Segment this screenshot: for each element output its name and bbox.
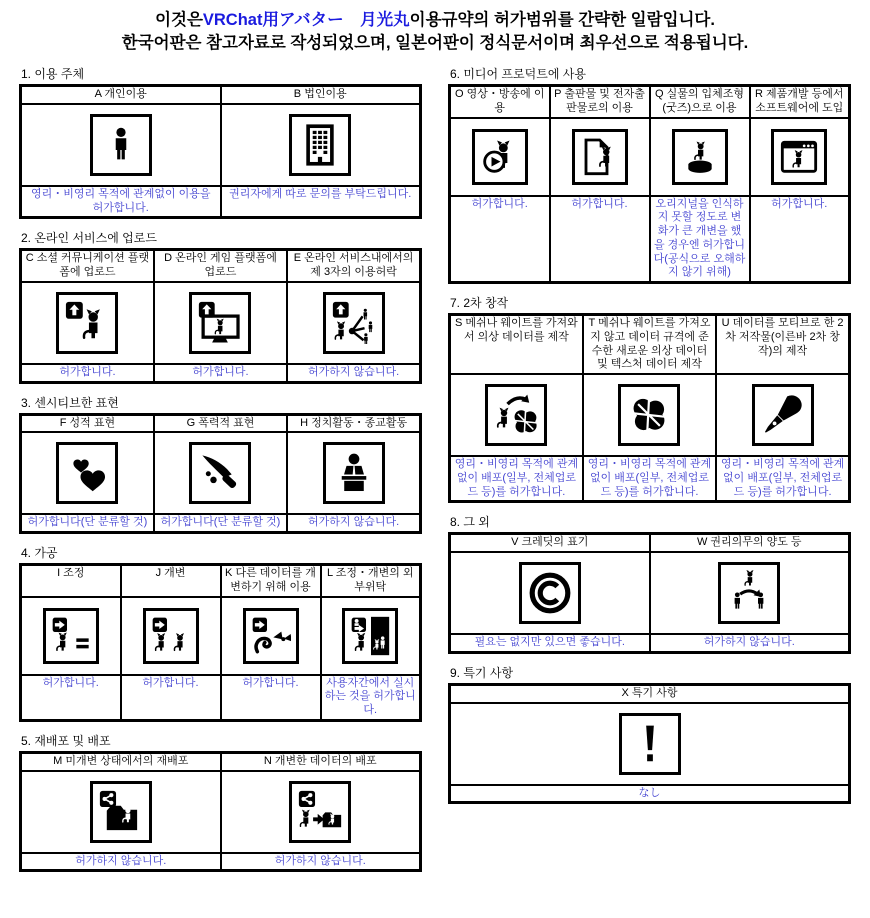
icon-cell-A [21,104,221,186]
cell-result-K: 허가합니다. [221,675,321,721]
section-8 [448,513,851,654]
cell-header-M: M 미개변 상태에서의 재배포 [21,752,221,770]
cell-header-L: L 조정・개변의 외부위탁 [321,565,421,597]
cell-result-T: 영리・비영리 목적에 관계없이 배포(일부, 전체업로드 등)를 허가합니다. [583,456,716,502]
permission-table [19,413,422,535]
section-7 [448,294,851,503]
cell-result-Q: 오리지널을 인식하지 못할 정도로 변화가 큰 개변을 했을 경우엔 허가합니다(공식으로 오해하지 않기 위해) [650,196,750,283]
cell-result-L: 사용자간에서 실시하는 것을 허가합니다. [321,675,421,721]
cell-result-B: 권리자에게 따로 문의를 부탁드립니다. [221,186,421,218]
section-heading: 7. 2차 창작 [450,296,509,311]
video-icon [480,137,520,177]
icon-cell-R [750,118,850,196]
icon-cell-K [221,597,321,675]
upload-third-party-icon [331,300,377,346]
icon-cell-Q [650,118,750,196]
icon-cell-O [450,118,550,196]
section-6 [448,65,851,284]
section-9 [448,664,851,805]
section-heading: 1. 이용 주체 [21,67,85,82]
adjust-icon [51,616,91,656]
icon-box [289,781,351,843]
icon-cell-C [21,282,154,364]
modify-icon [151,616,191,656]
icon-cell-D [154,282,287,364]
section-3 [19,394,422,535]
page-title [10,0,860,55]
icon-cell-E [287,282,420,364]
cell-header-E: E 온라인 서비스내에서의 제 3자의 이용허락 [287,250,420,282]
icon-box [243,608,299,664]
figure-goods-icon [680,137,720,177]
cell-result-S: 영리・비영리 목적에 관계없이 배포(일부, 전체업로드 등)를 허가합니다. [450,456,583,502]
rights-transfer-icon [726,570,772,616]
icon-cell-M [21,771,221,853]
cell-result-N: 허가하지 않습니다. [221,853,421,871]
redistribute-icon [98,789,144,835]
icon-cell-H [287,432,420,514]
icon-cell-W [650,552,850,634]
icon-box [43,608,99,664]
cell-header-W: W 권리의무의 양도 등 [650,534,850,552]
copyright-icon [527,570,573,616]
icon-cell-G [154,432,287,514]
person-icon [98,122,144,168]
permission-table [19,751,422,873]
icon-cell-T [583,374,716,456]
exclamation-icon [627,721,673,767]
icon-cell-X [450,703,850,785]
icon-box [519,562,581,624]
icon-box [618,384,680,446]
icon-cell-S [450,374,583,456]
icon-box [485,384,547,446]
cell-header-P: P 출판물 및 전자출판물로의 이용 [550,86,650,118]
cell-header-H: H 정치활동・종교활동 [287,414,420,432]
icon-box [143,608,199,664]
cell-result-P: 허가합니다. [550,196,650,283]
cell-result-X: なし [450,785,850,803]
icon-box [189,442,251,504]
section-2 [19,229,422,383]
cell-header-X: X 특기 사항 [450,684,850,702]
outfit-from-mesh-icon [493,392,539,438]
icon-cell-I [21,597,121,675]
cell-result-H: 허가하지 않습니다. [287,514,420,532]
icon-cell-F [21,432,154,514]
building-icon [297,122,343,168]
permission-table [448,313,851,503]
section-heading: 9. 특기 사항 [450,665,514,680]
cell-header-F: F 성적 표현 [21,414,154,432]
permission-table [448,683,851,805]
icon-box [718,562,780,624]
section-1 [19,65,422,219]
title-line1-post: 이용규약의 허가범위를 간략한 일람입니다. [409,11,715,29]
cell-header-I: I 조정 [21,565,121,597]
icon-box [289,114,351,176]
upload-game-icon [197,300,243,346]
cell-result-R: 허가합니다. [750,196,850,283]
knife-icon [197,450,243,496]
content-columns [0,65,870,882]
icon-cell-L [321,597,421,675]
cell-result-M: 허가하지 않습니다. [21,853,221,871]
cell-result-C: 허가합니다. [21,364,154,382]
section-5 [19,732,422,873]
software-icon [779,137,819,177]
cell-header-J: J 개변 [121,565,221,597]
icon-box [323,442,385,504]
section-heading: 3. 센시티브한 표현 [21,395,119,410]
left-column [19,65,422,882]
icon-box [672,129,728,185]
icon-box [323,292,385,354]
cell-header-T: T 메쉬나 웨이트를 가져오지 않고 데이터 규격에 준수한 새로운 의상 데이터 및 텍스처 데이터 제작 [583,315,716,375]
icon-cell-J [121,597,221,675]
outfit-new-icon [626,392,672,438]
section-heading: 4. 가공 [21,546,58,561]
icon-box [342,608,398,664]
icon-box [752,384,814,446]
use-parts-icon [251,616,291,656]
icon-box [572,129,628,185]
cell-result-I: 허가합니다. [21,675,121,721]
cell-result-A: 영리・비영리 목적에 관계없이 이용을 허가합니다. [21,186,221,218]
icon-cell-N [221,771,421,853]
icon-box [189,292,251,354]
cell-header-N: N 개변한 데이터의 배포 [221,752,421,770]
outsource-icon [350,616,390,656]
cell-result-G: 허가합니다(단 분류할 것) [154,514,287,532]
permission-table [448,532,851,654]
cell-header-D: D 온라인 게임 플랫폼에 업로드 [154,250,287,282]
right-column [448,65,851,814]
section-heading: 2. 온라인 서비스에 업로드 [21,231,157,246]
cell-header-A: A 개인이용 [21,86,221,104]
section-heading: 5. 재배포 및 배포 [21,733,111,748]
upload-social-icon [64,300,110,346]
icon-box [56,292,118,354]
icon-cell-U [716,374,849,456]
hearts-icon [64,450,110,496]
cell-header-O: O 영상・방송에 이용 [450,86,550,118]
cell-result-E: 허가하지 않습니다. [287,364,420,382]
permission-table [448,84,851,284]
section-heading: 6. 미디어 프로덕트에 사용 [450,67,586,82]
icon-box [56,442,118,504]
icon-box [619,713,681,775]
cell-result-U: 영리・비영리 목적에 관계없이 배포(일부, 전체업로드 등)를 허가합니다. [716,456,849,502]
icon-box [90,114,152,176]
title-line1-avatar-name: VRChat用アバター 月光丸 [202,11,410,29]
pen-icon [760,392,806,438]
cell-header-V: V 크레딧의 표기 [450,534,650,552]
permission-table [19,84,422,219]
cell-header-C: C 소셜 커뮤니케이션 플랫폼에 업로드 [21,250,154,282]
cell-result-D: 허가합니다. [154,364,287,382]
cell-header-U: U 데이터를 모티브로 한 2차 저작물(이른바 2차 창작)의 제작 [716,315,849,375]
cell-result-J: 허가합니다. [121,675,221,721]
cell-result-F: 허가합니다(단 분류할 것) [21,514,154,532]
icon-box [90,781,152,843]
icon-cell-B [221,104,421,186]
section-heading: 8. 그 외 [450,515,490,530]
title-line1-pre: 이것은 [155,11,203,29]
icon-cell-V [450,552,650,634]
distribute-modified-icon [297,789,343,835]
title-line2: 한국어판은 참고자료로 작성되었으며, 일본어판이 정식문서이며 최우선으로 적용됩니다. [121,34,749,53]
icon-cell-P [550,118,650,196]
icon-box [771,129,827,185]
permission-table [19,248,422,383]
cell-result-V: 필요는 없지만 있으면 좋습니다. [450,634,650,652]
permission-table [19,563,422,722]
publication-icon [580,137,620,177]
cell-header-G: G 폭력적 표현 [154,414,287,432]
section-4 [19,544,422,722]
podium-icon [331,450,377,496]
icon-box [472,129,528,185]
cell-result-W: 허가하지 않습니다. [650,634,850,652]
cell-header-S: S 메쉬나 웨이트를 가져와서 의상 데이터를 제작 [450,315,583,375]
cell-result-O: 허가합니다. [450,196,550,283]
cell-header-B: B 법인이용 [221,86,421,104]
cell-header-K: K 다른 데이터를 개변하기 위해 이용 [221,565,321,597]
cell-header-Q: Q 실물의 입체조형(굿즈)으로 이용 [650,86,750,118]
cell-header-R: R 제품개발 등에서 소프트웨어에 도입 [750,86,850,118]
